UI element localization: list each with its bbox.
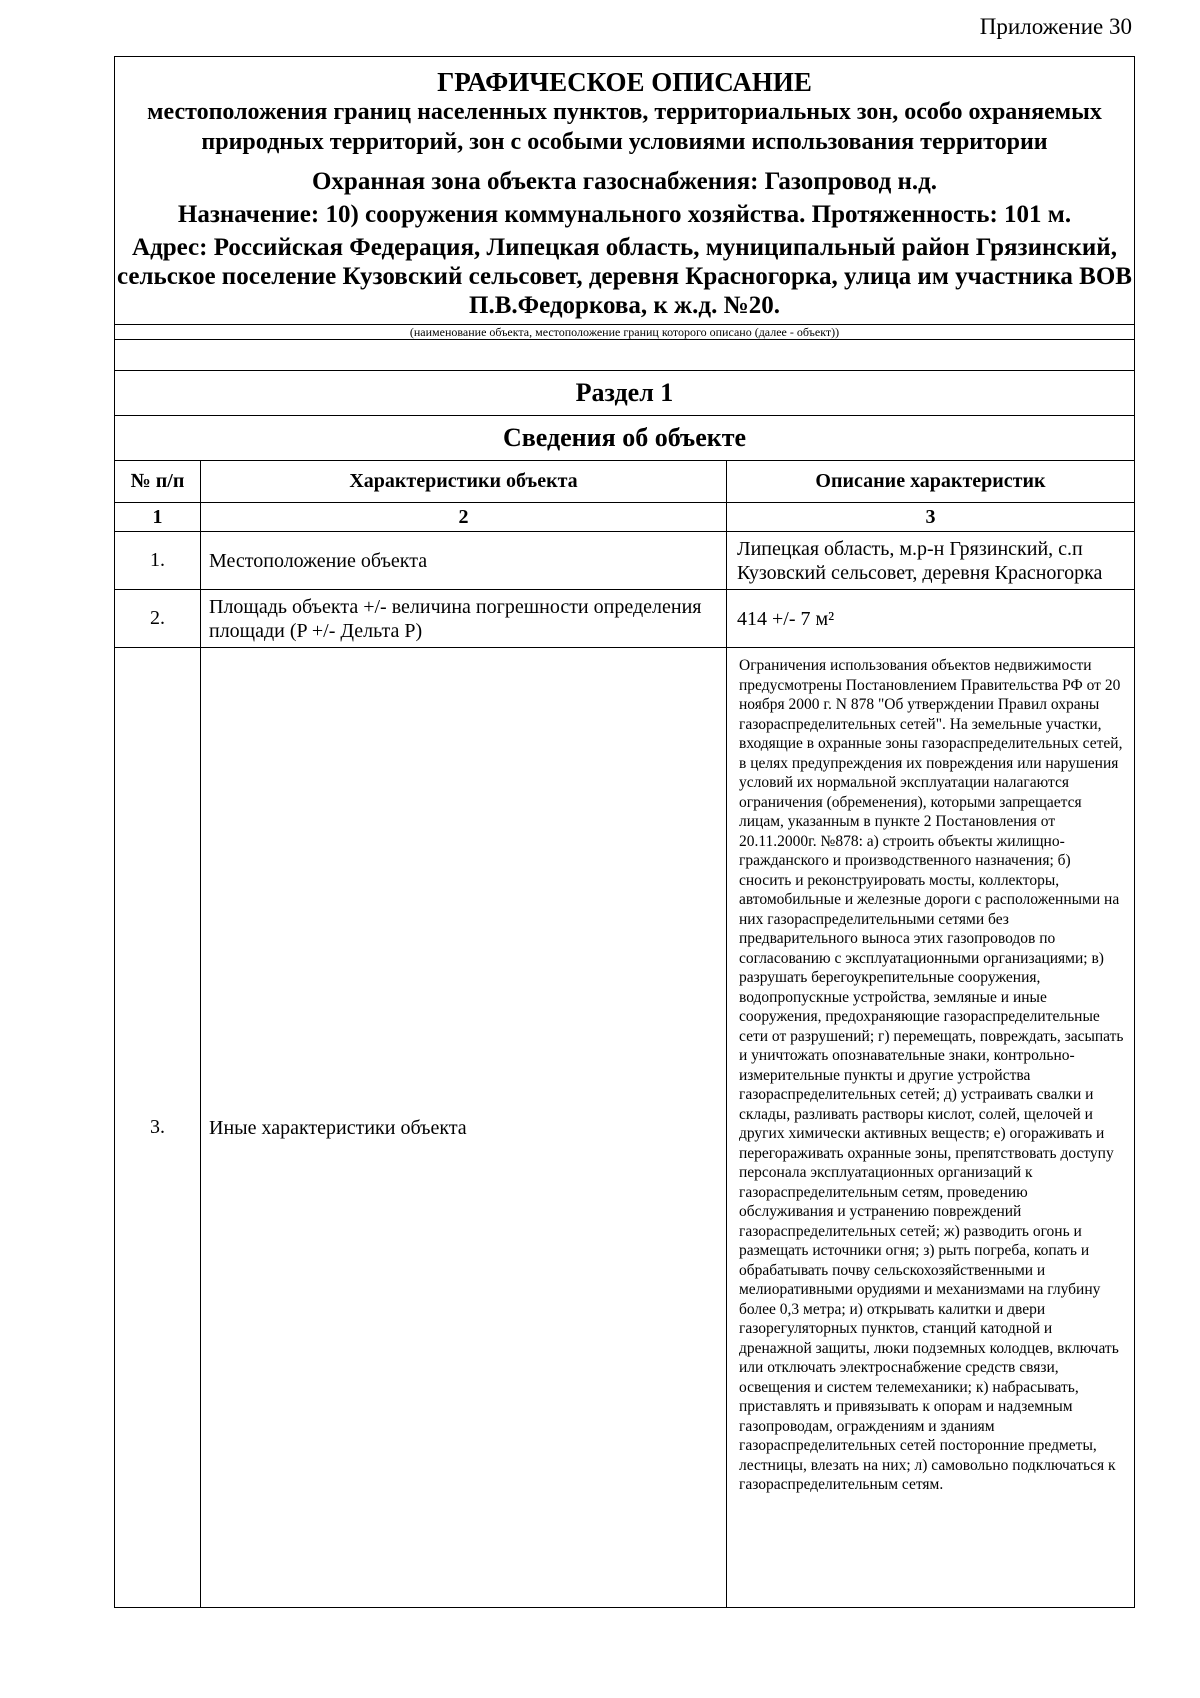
column-header: № п/п	[115, 461, 201, 503]
row-characteristic: Иные характеристики объекта	[201, 648, 727, 1608]
column-number: 3	[727, 503, 1135, 532]
row-number: 3.	[115, 648, 201, 1608]
document-table	[114, 56, 1135, 1608]
caption-row	[115, 325, 1135, 340]
section-subtitle-row	[115, 416, 1135, 461]
row-description: Ограничения использования объектов недвижимости предусмотрены Постановлением Правительства РФ от 20 ноября 2000 г. N 878 "Об утверждении Правил охраны газораспределительных сетей". На земельные участки, входящие в охранные зоны газораспределительных сетей, в целях предупреждения их повреждения или нарушения условий их нормальной эксплуатации налагаются ограничения (обременения), которыми запрещается лицам, указанным в пункте 2 Постановления от 20.11.2000г. №878: а) строить объекты жилищно-гражданского и производственного назначения; б) сносить и реконструировать мосты, коллекторы, автомобильные и железные дороги с расположенными на них газораспределительными сетями без предварительного выноса этих газопроводов по согласованию с эксплуатационными организациями; в) разрушать берегоукрепительные сооружения, водопропускные устройства, земляные и иные сооружения, предохраняющие газораспределительные сети от разрушений; г) перемещать, повреждать, засыпать и уничтожать опознавательные знаки, контрольно-измерительные пункты и другие устройства газораспределительных сетей; д) устраивать свалки и склады, разливать растворы кислот, солей, щелочей и других химически активных веществ; е) огораживать и перегораживать охранные зоны, препятствовать доступу персонала эксплуатационных организаций к газораспределительным сетям, проведению обслуживания и устранению повреждений газораспределительных сетей; ж) разводить огонь и размещать источники огня; з) рыть погреба, копать и обрабатывать почву сельскохозяйственными и мелиоративными орудиями и механизмами на глубину более 0,3 метра; и) открывать калитки и двери газорегуляторных пунктов, станций катодной и дренажной защиты, люки подземных колодцев, включать или отключать электроснабжение средств связи, освещения и систем телемеханики; к) набрасывать, приставлять и привязывать к опорам и надземным газопроводам, ограждениям и зданиям газораспределительных сетей посторонние предметы, лестницы, влезать на них; л) самовольно подключаться к газораспределительным сетям.	[727, 648, 1135, 1608]
header-row	[115, 57, 1135, 325]
document-title: ГРАФИЧЕСКОЕ ОПИСАНИЕ	[437, 67, 812, 97]
appendix-label: Приложение 30	[979, 14, 1132, 39]
row-characteristic: Площадь объекта +/- величина погрешности определения площади (P +/- Дельта P)	[201, 590, 727, 648]
empty-cell	[115, 340, 1135, 371]
table-row	[115, 532, 1135, 590]
header-cell	[115, 57, 1135, 325]
object-line-2: Назначение: 10) сооружения коммунального хозяйства. Протяженность: 101 м.	[177, 201, 1072, 228]
section-subtitle: Сведения об объекте	[115, 416, 1135, 461]
row-number: 2.	[115, 590, 201, 648]
section-title: Раздел 1	[115, 371, 1135, 416]
row-characteristic: Местоположение объекта	[201, 532, 727, 590]
object-caption: (наименование объекта, местоположение границ которого описано (далее - объект))	[115, 325, 1135, 340]
row-description: Липецкая область, м.р-н Грязинский, с.п Кузовский сельсовет, деревня Красногорка	[727, 532, 1135, 590]
row-number: 1.	[115, 532, 201, 590]
table-row	[115, 590, 1135, 648]
column-header: Характеристики объекта	[201, 461, 727, 503]
row-description: 414 +/- 7 м²	[727, 590, 1135, 648]
column-number: 2	[201, 503, 727, 532]
column-number: 1	[115, 503, 201, 532]
column-header: Описание характеристик	[727, 461, 1135, 503]
object-line-1: Охранная зона объекта газоснабжения: Газопровод н.д.	[311, 168, 938, 195]
column-header-row	[115, 461, 1135, 503]
object-line-3: Адрес: Российская Федерация, Липецкая область, муниципальный район Грязинский, сельское поселение Кузовский сельсовет, деревня Красногорка, улица им участника ВОВ П.В.Федоркова, к ж.д. №20.	[117, 234, 1132, 319]
column-number-row	[115, 503, 1135, 532]
table-row	[115, 648, 1135, 1608]
spacer-row	[115, 340, 1135, 371]
document-subtitle: местоположения границ населенных пунктов, территориальных зон, особо охраняемых природных территорий, зон с особыми условиями использования территории	[147, 99, 1102, 155]
section-title-row	[115, 371, 1135, 416]
